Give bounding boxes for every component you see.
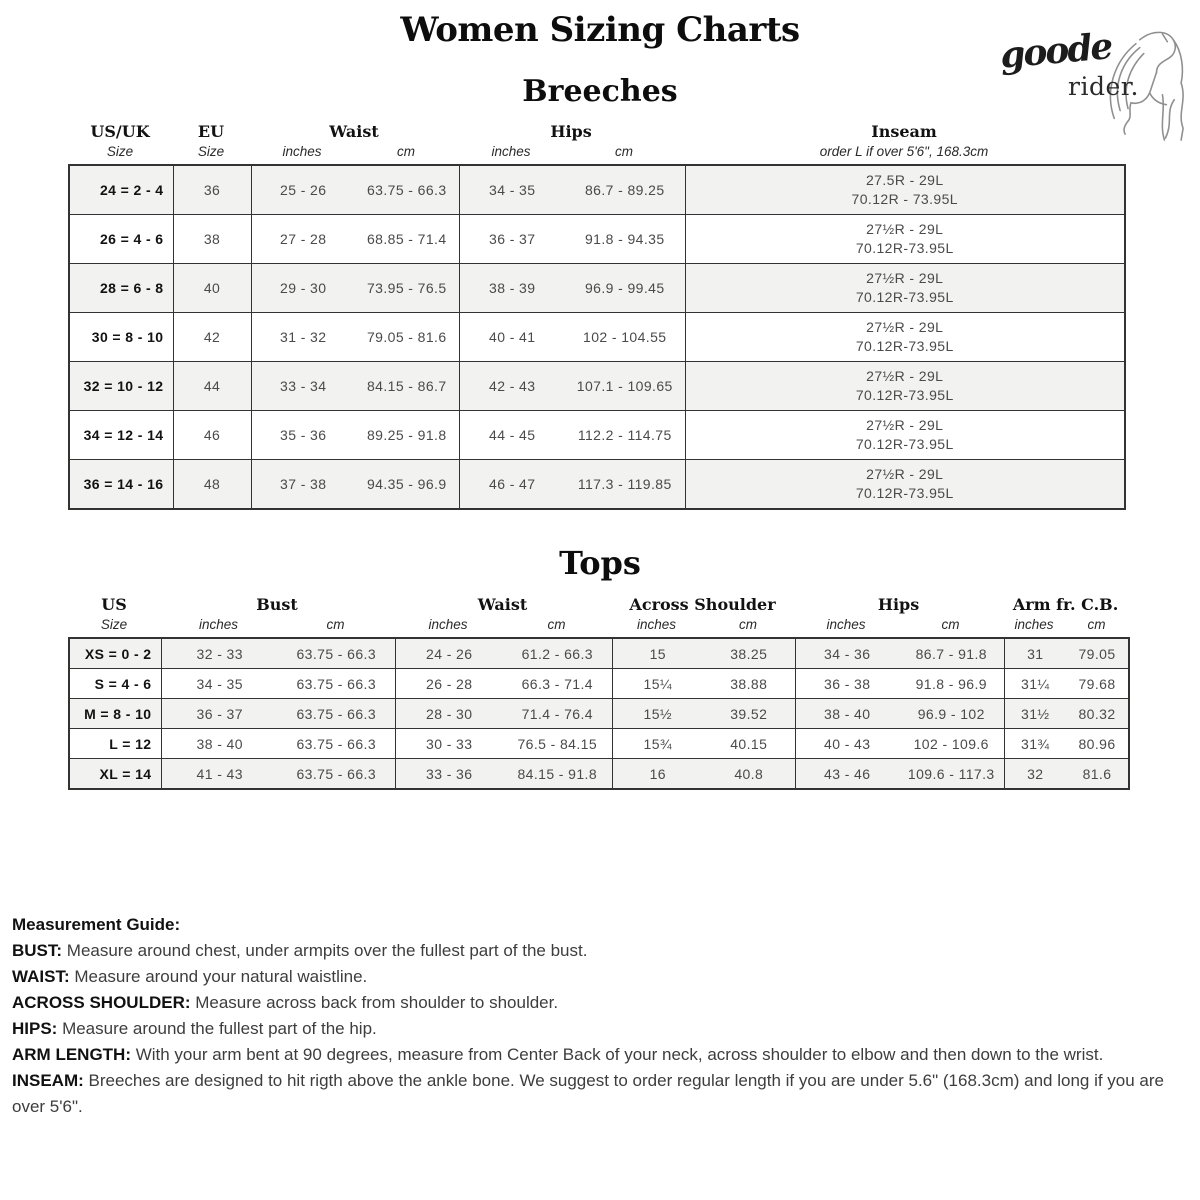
arm-inches-cell: 31 xyxy=(1004,638,1066,669)
waist-inches-cell: 25 - 26 xyxy=(251,165,355,215)
waist-cm-cell: 76.5 - 84.15 xyxy=(503,729,612,759)
subheader-inches: inches xyxy=(491,144,531,159)
subheader-cm: cm xyxy=(739,617,758,632)
hips-inches-cell: 46 - 47 xyxy=(459,460,565,510)
hips-cm-cell: 112.2 - 114.75 xyxy=(565,411,685,460)
waist-cm-cell: 73.95 - 76.5 xyxy=(355,264,459,313)
hips-cm-cell: 96.9 - 102 xyxy=(899,699,1004,729)
hips-cm-cell: 107.1 - 109.65 xyxy=(565,362,685,411)
arm-inches-cell: 31¼ xyxy=(1004,669,1066,699)
waist-inches-cell: 26 - 28 xyxy=(395,669,503,699)
hips-inches-cell: 42 - 43 xyxy=(459,362,565,411)
waist-inches-cell: 28 - 30 xyxy=(395,699,503,729)
logo-word-rider: rider. xyxy=(1068,72,1139,101)
us-size-cell: M = 8 - 10 xyxy=(69,699,161,729)
col-header-us: US xyxy=(101,595,127,614)
table-row xyxy=(69,264,1125,313)
hips-inches-cell: 36 - 38 xyxy=(795,669,899,699)
hips-cm-cell: 86.7 - 89.25 xyxy=(565,165,685,215)
arm-cm-cell: 79.05 xyxy=(1066,638,1129,669)
subheader-inches: inches xyxy=(282,144,322,159)
eu-size-cell: 38 xyxy=(173,215,251,264)
subheader-cm: cm xyxy=(326,617,345,632)
us-uk-size-cell: 24 = 2 - 4 xyxy=(69,165,173,215)
table-row xyxy=(69,759,1129,790)
tops-table xyxy=(68,637,1130,790)
waist-cm-cell: 63.75 - 66.3 xyxy=(355,165,459,215)
us-size-cell: L = 12 xyxy=(69,729,161,759)
us-uk-size-cell: 32 = 10 - 12 xyxy=(69,362,173,411)
us-size-cell: S = 4 - 6 xyxy=(69,669,161,699)
eu-size-cell: 36 xyxy=(173,165,251,215)
col-header-across-shoulder: Across Shoulder xyxy=(629,595,776,614)
inseam-cell: 27½R - 29L 70.12R-73.95L xyxy=(685,215,1125,264)
table-row xyxy=(69,313,1125,362)
table-row xyxy=(69,460,1125,510)
hips-inches-cell: 40 - 43 xyxy=(795,729,899,759)
col-header-eu: EU xyxy=(197,122,225,141)
waist-cm-cell: 66.3 - 71.4 xyxy=(503,669,612,699)
eu-size-cell: 48 xyxy=(173,460,251,510)
goode-rider-logo xyxy=(996,26,1192,144)
waist-cm-cell: 61.2 - 66.3 xyxy=(503,638,612,669)
hips-cm-cell: 109.6 - 117.3 xyxy=(899,759,1004,790)
breeches-header xyxy=(68,117,1124,162)
waist-inches-cell: 30 - 33 xyxy=(395,729,503,759)
col-header-hips: Hips xyxy=(550,122,592,141)
shoulder-cm-cell: 40.15 xyxy=(703,729,795,759)
hips-cm-cell: 86.7 - 91.8 xyxy=(899,638,1004,669)
table-row xyxy=(69,729,1129,759)
waist-inches-cell: 24 - 26 xyxy=(395,638,503,669)
hips-inches-cell: 38 - 39 xyxy=(459,264,565,313)
waist-cm-cell: 84.15 - 86.7 xyxy=(355,362,459,411)
hips-inches-cell: 34 - 36 xyxy=(795,638,899,669)
arm-cm-cell: 80.32 xyxy=(1066,699,1129,729)
hips-cm-cell: 91.8 - 94.35 xyxy=(565,215,685,264)
bust-inches-cell: 32 - 33 xyxy=(161,638,278,669)
guide-item-label: INSEAM: xyxy=(12,1071,84,1090)
table-row xyxy=(69,411,1125,460)
hips-inches-cell: 36 - 37 xyxy=(459,215,565,264)
subheader-inches: inches xyxy=(198,617,239,632)
guide-item: WAIST: Measure around your natural waistline. xyxy=(12,967,368,986)
waist-inches-cell: 31 - 32 xyxy=(251,313,355,362)
guide-item: HIPS: Measure around the fullest part of the hip. xyxy=(12,1019,377,1038)
arm-inches-cell: 31¾ xyxy=(1004,729,1066,759)
table-row xyxy=(69,165,1125,215)
inseam-cell: 27½R - 29L 70.12R-73.95L xyxy=(685,362,1125,411)
shoulder-inches-cell: 15 xyxy=(612,638,703,669)
waist-inches-cell: 27 - 28 xyxy=(251,215,355,264)
guide-item-label: BUST: xyxy=(12,941,63,960)
table-row xyxy=(69,699,1129,729)
col-header-inseam: Inseam xyxy=(871,122,937,141)
hips-cm-cell: 102 - 109.6 xyxy=(899,729,1004,759)
waist-cm-cell: 84.15 - 91.8 xyxy=(503,759,612,790)
shoulder-cm-cell: 38.88 xyxy=(703,669,795,699)
tops-header xyxy=(68,590,1128,635)
waist-inches-cell: 29 - 30 xyxy=(251,264,355,313)
bust-cm-cell: 63.75 - 66.3 xyxy=(278,699,395,729)
breeches-table xyxy=(68,164,1126,510)
measurement-guide xyxy=(12,912,1192,1120)
col-header-waist: Waist xyxy=(329,122,379,141)
bust-inches-cell: 38 - 40 xyxy=(161,729,278,759)
hips-inches-cell: 44 - 45 xyxy=(459,411,565,460)
waist-cm-cell: 71.4 - 76.4 xyxy=(503,699,612,729)
hips-inches-cell: 43 - 46 xyxy=(795,759,899,790)
arm-cm-cell: 79.68 xyxy=(1066,669,1129,699)
shoulder-cm-cell: 38.25 xyxy=(703,638,795,669)
guide-title: Measurement Guide: xyxy=(12,915,181,934)
shoulder-inches-cell: 15½ xyxy=(612,699,703,729)
tops-section xyxy=(0,544,1200,790)
us-uk-size-cell: 30 = 8 - 10 xyxy=(69,313,173,362)
bust-cm-cell: 63.75 - 66.3 xyxy=(278,638,395,669)
inseam-cell: 27½R - 29L 70.12R-73.95L xyxy=(685,411,1125,460)
subheader-size: Size xyxy=(106,144,134,159)
subheader-inches: inches xyxy=(428,617,468,632)
guide-item: ACROSS SHOULDER: Measure across back from shoulder to shoulder. xyxy=(12,993,559,1012)
inseam-cell: 27½R - 29L 70.12R-73.95L xyxy=(685,313,1125,362)
waist-cm-cell: 79.05 - 81.6 xyxy=(355,313,459,362)
eu-size-cell: 40 xyxy=(173,264,251,313)
subheader-cm: cm xyxy=(615,144,634,159)
hips-inches-cell: 40 - 41 xyxy=(459,313,565,362)
waist-inches-cell: 33 - 34 xyxy=(251,362,355,411)
arm-inches-cell: 31½ xyxy=(1004,699,1066,729)
tops-title: Tops xyxy=(559,544,641,582)
subheader-cm: cm xyxy=(397,144,415,159)
shoulder-inches-cell: 15¾ xyxy=(612,729,703,759)
shoulder-cm-cell: 39.52 xyxy=(703,699,795,729)
waist-inches-cell: 37 - 38 xyxy=(251,460,355,510)
guide-item-label: WAIST: xyxy=(12,967,70,986)
subheader-cm: cm xyxy=(1087,617,1106,632)
waist-inches-cell: 33 - 36 xyxy=(395,759,503,790)
guide-item-label: ACROSS SHOULDER: xyxy=(12,993,191,1012)
bust-cm-cell: 63.75 - 66.3 xyxy=(278,729,395,759)
guide-item: INSEAM: Breeches are designed to hit rigth above the ankle bone. We suggest to order regular length if you are under 5.6" (168.3cm) and long if you are over 5'6". xyxy=(12,1071,1165,1116)
bust-inches-cell: 41 - 43 xyxy=(161,759,278,790)
eu-size-cell: 46 xyxy=(173,411,251,460)
table-row xyxy=(69,669,1129,699)
subheader-inches: inches xyxy=(826,617,866,632)
subheader-size: Size xyxy=(197,144,225,159)
hips-cm-cell: 102 - 104.55 xyxy=(565,313,685,362)
shoulder-inches-cell: 16 xyxy=(612,759,703,790)
hips-inches-cell: 34 - 35 xyxy=(459,165,565,215)
bust-inches-cell: 36 - 37 xyxy=(161,699,278,729)
hips-cm-cell: 96.9 - 99.45 xyxy=(565,264,685,313)
col-header-arm: Arm fr. C.B. xyxy=(1012,595,1119,614)
subheader-cm: cm xyxy=(941,617,960,632)
arm-cm-cell: 80.96 xyxy=(1066,729,1129,759)
bust-inches-cell: 34 - 35 xyxy=(161,669,278,699)
arm-inches-cell: 32 xyxy=(1004,759,1066,790)
us-size-cell: XL = 14 xyxy=(69,759,161,790)
table-row xyxy=(69,215,1125,264)
waist-cm-cell: 68.85 - 71.4 xyxy=(355,215,459,264)
waist-inches-cell: 35 - 36 xyxy=(251,411,355,460)
eu-size-cell: 42 xyxy=(173,313,251,362)
eu-size-cell: 44 xyxy=(173,362,251,411)
logo-word-goode: goode xyxy=(998,25,1113,77)
shoulder-inches-cell: 15¼ xyxy=(612,669,703,699)
col-header-waist: Waist xyxy=(477,595,528,614)
arm-cm-cell: 81.6 xyxy=(1066,759,1129,790)
bust-cm-cell: 63.75 - 66.3 xyxy=(278,759,395,790)
bust-cm-cell: 63.75 - 66.3 xyxy=(278,669,395,699)
us-uk-size-cell: 34 = 12 - 14 xyxy=(69,411,173,460)
breeches-title: Breeches xyxy=(522,74,678,109)
us-uk-size-cell: 36 = 14 - 16 xyxy=(69,460,173,510)
hips-cm-cell: 117.3 - 119.85 xyxy=(565,460,685,510)
subheader-cm: cm xyxy=(547,617,566,632)
shoulder-cm-cell: 40.8 xyxy=(703,759,795,790)
subheader-inches: inches xyxy=(637,617,677,632)
subheader-inches: inches xyxy=(1014,617,1054,632)
guide-item: ARM LENGTH: With your arm bent at 90 degrees, measure from Center Back of your neck, across shoulder to elbow and then down to the wrist. xyxy=(12,1045,1104,1064)
page-title: Women Sizing Charts xyxy=(400,10,800,50)
hips-inches-cell: 38 - 40 xyxy=(795,699,899,729)
us-size-cell: XS = 0 - 2 xyxy=(69,638,161,669)
inseam-cell: 27.5R - 29L 70.12R - 73.95L xyxy=(685,165,1125,215)
subheader-inseam-note: order L if over 5'6", 168.3cm xyxy=(819,144,989,159)
waist-cm-cell: 89.25 - 91.8 xyxy=(355,411,459,460)
table-row xyxy=(69,362,1125,411)
guide-item: BUST: Measure around chest, under armpits over the fullest part of the bust. xyxy=(12,941,588,960)
guide-item-label: ARM LENGTH: xyxy=(12,1045,131,1064)
subheader-size: Size xyxy=(100,617,128,632)
col-header-us-uk: US/UK xyxy=(90,122,150,141)
guide-item-label: HIPS: xyxy=(12,1019,58,1038)
waist-cm-cell: 94.35 - 96.9 xyxy=(355,460,459,510)
us-uk-size-cell: 28 = 6 - 8 xyxy=(69,264,173,313)
col-header-bust: Bust xyxy=(256,595,298,614)
hips-cm-cell: 91.8 - 96.9 xyxy=(899,669,1004,699)
inseam-cell: 27½R - 29L 70.12R-73.95L xyxy=(685,460,1125,510)
inseam-cell: 27½R - 29L 70.12R-73.95L xyxy=(685,264,1125,313)
col-header-hips: Hips xyxy=(877,595,920,614)
table-row xyxy=(69,638,1129,669)
us-uk-size-cell: 26 = 4 - 6 xyxy=(69,215,173,264)
